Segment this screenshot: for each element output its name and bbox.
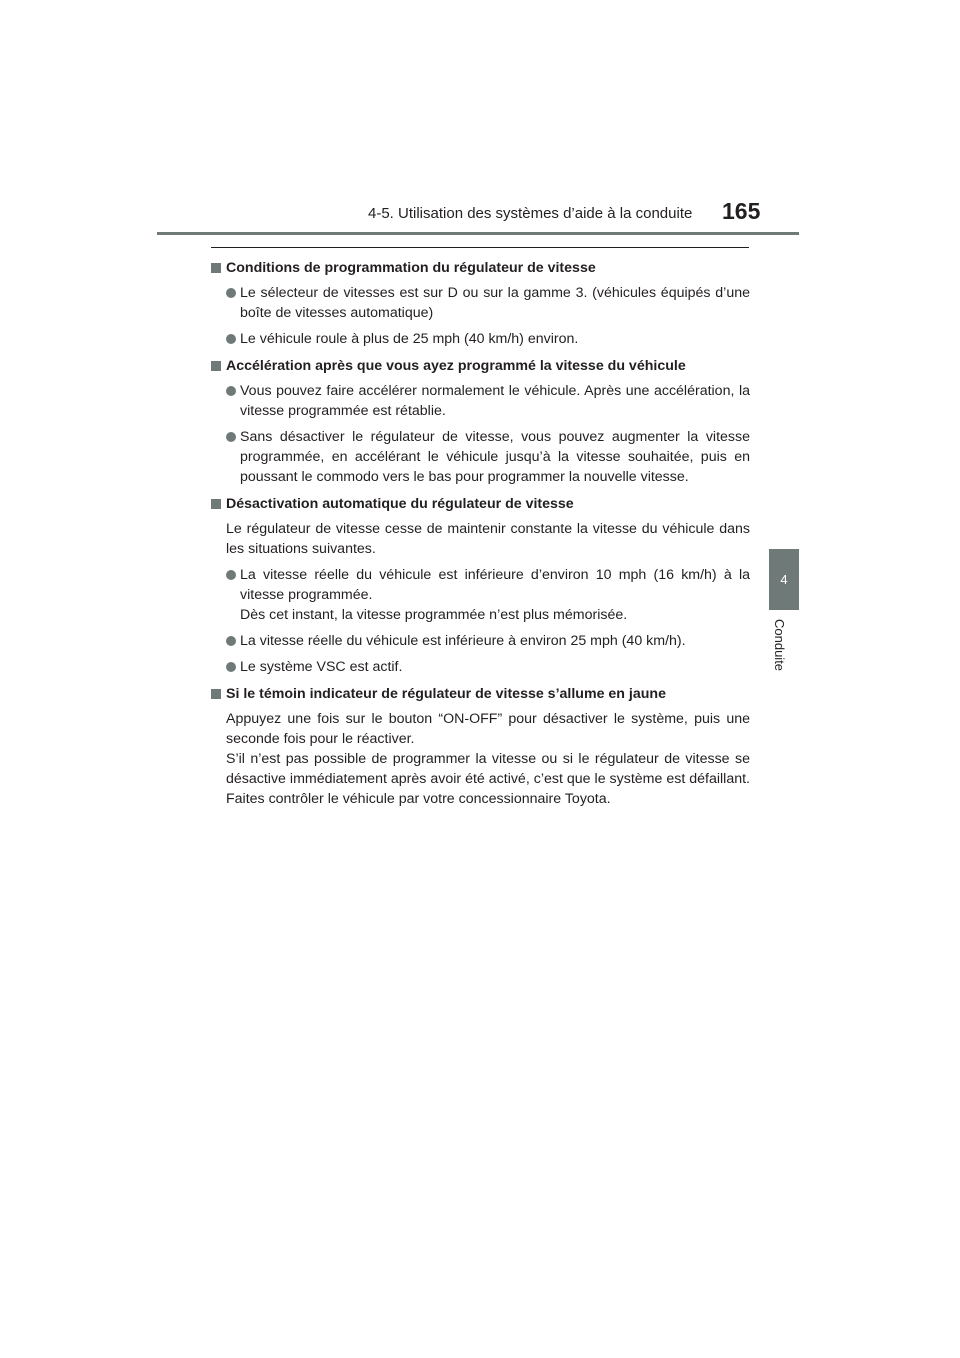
content-rule [211, 247, 749, 248]
section-auto-deactivation [210, 494, 750, 677]
section-heading-text: Si le témoin indicateur de régulateur de vitesse s’allume en jaune [226, 686, 666, 702]
chapter-label: Conduite [772, 619, 787, 672]
list-item-text: La vitesse réelle du véhicule est inférieure à environ 25 mph (40 km/h). [240, 633, 686, 649]
section-intro: Le régulateur de vitesse cesse de maintenir constante la vitesse du véhicule dans les situations suivantes. [226, 521, 750, 557]
section-heading-text: Désactivation automatique du régulateur de vitesse [226, 496, 574, 512]
section-acceleration [210, 356, 750, 487]
round-bullet-icon [226, 386, 236, 396]
list-item-text: Le véhicule roule à plus de 25 mph (40 km/h) environ. [240, 331, 579, 347]
round-bullet-icon [226, 636, 236, 646]
list-item-text: Le sélecteur de vitesses est sur D ou sur la gamme 3. (véhicules équipés d’une boîte de vitesses automatique) [240, 285, 750, 321]
section-heading [210, 684, 750, 704]
list-item-text [240, 565, 750, 625]
chapter-number: 4 [780, 572, 788, 587]
round-bullet-icon [226, 570, 236, 580]
list-item [226, 657, 750, 677]
section-heading [210, 258, 750, 278]
list-item-note: Dès cet instant, la vitesse programmée n’est plus mémorisée. [240, 607, 628, 623]
list-item [226, 631, 750, 651]
list-item [226, 381, 750, 421]
list-item [226, 565, 750, 625]
list-item-text: Le système VSC est actif. [240, 659, 403, 675]
section-yellow-indicator [210, 684, 750, 809]
section-paragraph [226, 709, 750, 809]
list-item-main-text: La vitesse réelle du véhicule est inférieure d’environ 10 mph (16 km/h) à la vitesse programmée. [240, 567, 750, 603]
square-bullet-icon [211, 263, 221, 273]
list-item-text: Sans désactiver le régulateur de vitesse, vous pouvez augmenter la vitesse programmée, en accélérant le véhicule jusqu’à la vitesse souhaitée, puis en poussant le commodo vers le bas pour programmer la nouvelle vitesse. [240, 429, 750, 485]
round-bullet-icon [226, 334, 236, 344]
round-bullet-icon [226, 432, 236, 442]
section-heading [210, 494, 750, 514]
round-bullet-icon [226, 662, 236, 672]
section-heading [210, 356, 750, 376]
chapter-tab [769, 549, 799, 610]
running-header: 4-5. Utilisation des systèmes d’aide à la conduite [368, 205, 693, 222]
paragraph-line: S’il n’est pas possible de programmer la vitesse ou si le régulateur de vitesse se désactive immédiatement après avoir été activé, c’est que le système est défaillant. Faites contrôler le véhicule par votre concessionnaire Toyota. [226, 751, 750, 807]
paragraph-line: Appuyez une fois sur le bouton “ON-OFF” pour désactiver le système, puis une seconde fois pour le réactiver. [226, 711, 750, 747]
square-bullet-icon [211, 499, 221, 509]
page-content [210, 258, 750, 816]
section-programming-conditions [210, 258, 750, 349]
page-number: 165 [722, 198, 761, 224]
list-item [226, 329, 750, 349]
round-bullet-icon [226, 288, 236, 298]
list-item [226, 283, 750, 323]
square-bullet-icon [211, 361, 221, 371]
list-item-text: Vous pouvez faire accélérer normalement le véhicule. Après une accélération, la vitesse programmée est rétablie. [240, 383, 750, 419]
section-heading-text: Conditions de programmation du régulateur de vitesse [226, 260, 596, 276]
square-bullet-icon [211, 689, 221, 699]
section-heading-text: Accélération après que vous ayez programmé la vitesse du véhicule [226, 358, 686, 374]
list-item [226, 427, 750, 487]
header-rule [157, 232, 799, 235]
